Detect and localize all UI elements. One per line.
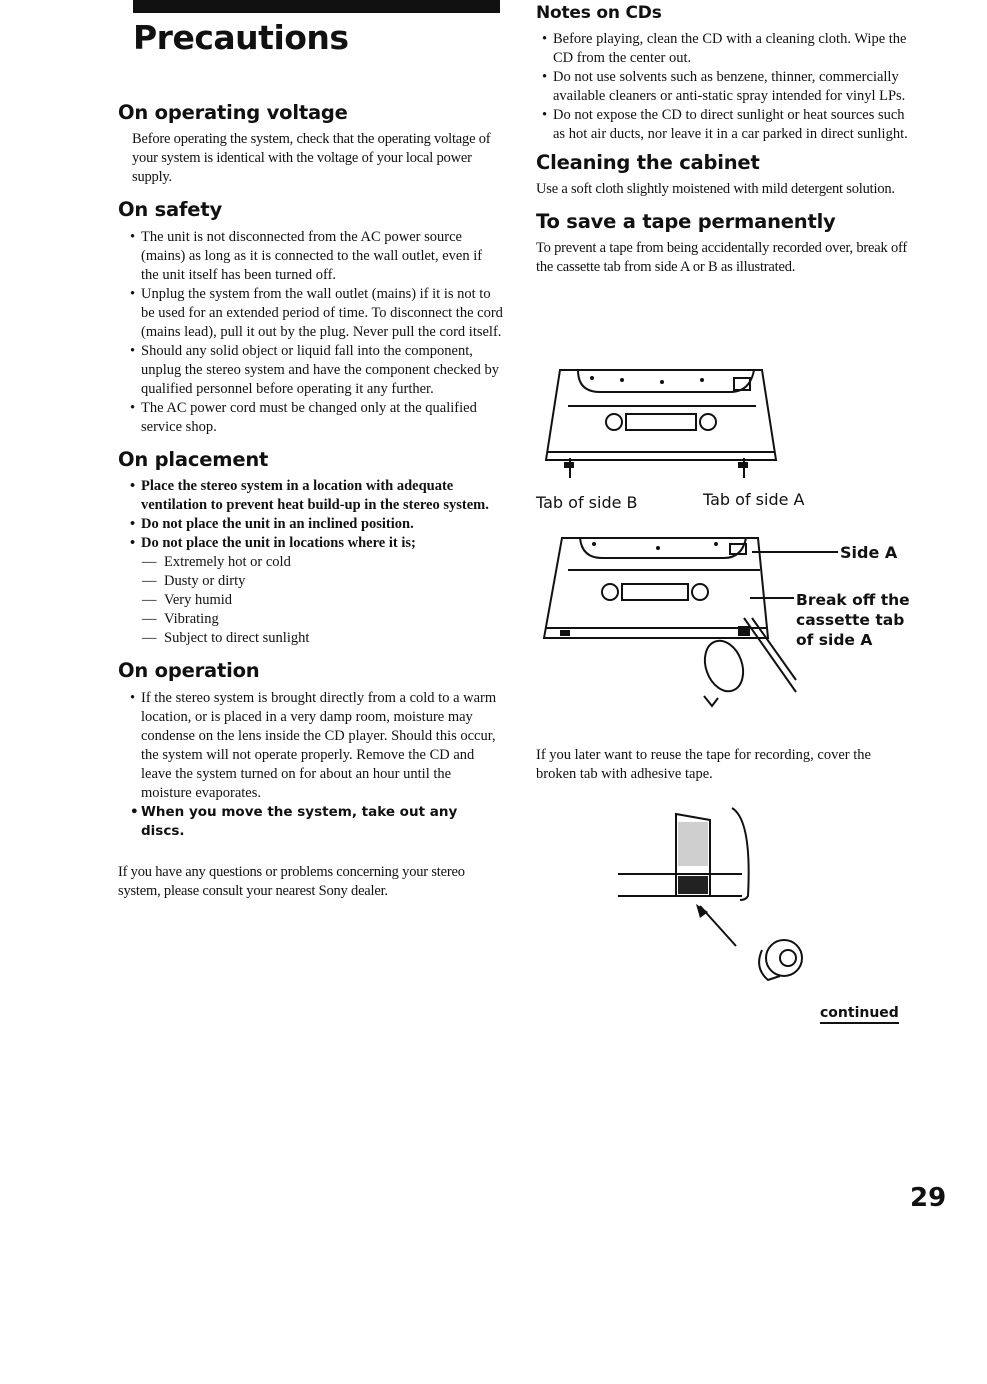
section-body: To prevent a tape from being accidentally recorded over, break off the cassette tab from side A or B as illustrated. (536, 240, 908, 276)
placement-list (118, 477, 503, 553)
list-item: • When you move the system, take out any discs. (130, 803, 503, 841)
list-item: • Place the stereo system in a location with adequate ventilation to prevent heat build-up in the stereo system. (130, 477, 503, 515)
section-heading: On safety (118, 198, 222, 222)
section-save-tape (536, 211, 911, 277)
list-item: — Very humid (142, 591, 503, 610)
section-heading: On operation (118, 659, 260, 683)
reuse-note: If you later want to reuse the tape for recording, cover the broken tab with adhesive tape. (536, 747, 871, 782)
list-item: • Should any solid object or liquid fall into the component, unplug the stereo system and have the component checked by qualified personnel before operating it any further. (130, 342, 503, 399)
list-item: • Do not place the unit in locations where it is; (130, 534, 503, 553)
list-item: — Subject to direct sunlight (142, 629, 503, 648)
cassette-tabs-figure (530, 362, 790, 492)
list-item: — Extremely hot or cold (142, 553, 503, 572)
closing-note: If you have any questions or problems concerning your stereo system, please consult your nearest Sony dealer. (118, 863, 465, 899)
page-number: 29 (910, 1183, 947, 1213)
section-body: Before operating the system, check that the operating voltage of your system is identical with the voltage of your local power supply. (132, 131, 491, 186)
list-item: • The unit is not disconnected from the AC power source (mains) as long as it is connected to the wall outlet, even if the unit itself has been turned off. (130, 228, 503, 285)
section-heading: To save a tape permanently (536, 209, 836, 233)
break-tab-figure (538, 534, 838, 714)
section-placement (118, 449, 503, 648)
operation-list (118, 689, 503, 841)
adhesive-tape-figure (612, 800, 822, 1000)
page-title: Precautions (133, 18, 349, 57)
list-item: • Unplug the system from the wall outlet (mains) if it is not to be used for an extended period of time. To disconnect the cord (mains lead), pull it out by the plug. Never pull the cord itself. (130, 285, 503, 342)
tab-a-label: Tab of side A (703, 490, 805, 509)
section-heading: Notes on CDs (536, 3, 662, 23)
list-item: • Do not use solvents such as benzene, thinner, commercially available cleaners or anti-static spray intended for vinyl LPs. (542, 68, 911, 106)
section-cds (536, 4, 911, 144)
safety-list (118, 228, 503, 437)
list-item: — Vibrating (142, 610, 503, 629)
left-column (118, 102, 503, 901)
list-item: • The AC power cord must be changed only at the qualified service shop. (130, 399, 503, 437)
tab-b-label: Tab of side B (536, 493, 638, 512)
break-off-label: Break off the cassette tab of side A (796, 591, 910, 649)
section-operation (118, 660, 503, 840)
section-heading: On placement (118, 447, 269, 471)
section-safety (118, 199, 503, 436)
continued-label: continued (820, 1005, 899, 1024)
section-heading: Cleaning the cabinet (536, 150, 760, 174)
location-list (118, 553, 503, 648)
list-item: • Do not expose the CD to direct sunlight or heat sources such as hot air ducts, nor leave it in a car parked in direct sunlight. (542, 106, 911, 144)
section-operating-voltage (118, 102, 503, 187)
cd-notes-list (536, 30, 911, 144)
list-item: • Before playing, clean the CD with a cleaning cloth. Wipe the CD from the center out. (542, 30, 911, 68)
section-cabinet (536, 152, 911, 199)
section-heading: On operating voltage (118, 101, 348, 124)
list-item: — Dusty or dirty (142, 572, 503, 591)
title-rule (133, 0, 500, 13)
section-body: Use a soft cloth slightly moistened with mild detergent solution. (536, 180, 895, 197)
list-item: • Do not place the unit in an inclined position. (130, 515, 503, 534)
right-column (536, 4, 911, 277)
list-item: • If the stereo system is brought directly from a cold to a warm location, or is placed in a very damp room, moisture may condense on the lens inside the CD player. Should this occur, the system will not operate properly. Remove the CD and leave the system turned on for about an hour until the moisture evaporates. (130, 689, 503, 803)
side-a-label: Side A (840, 543, 898, 562)
